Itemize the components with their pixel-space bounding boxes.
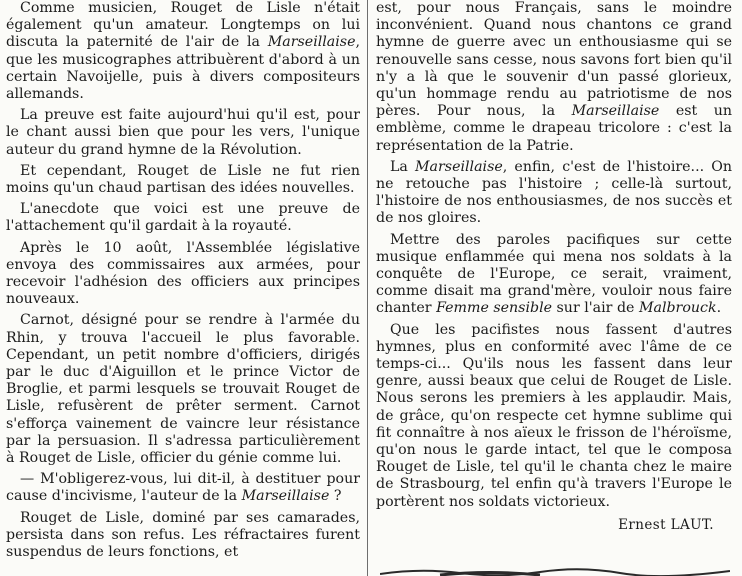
- paragraph: [376, 232, 732, 318]
- italic-title: Marseillaise: [571, 103, 660, 120]
- paragraph: [6, 107, 360, 159]
- left-column: [6, 0, 360, 576]
- paragraph-text: est, pour nous Français, sans le moindre inconvénient. Quand nous chantons ce grand hymne de guerre avec un enthousiasme qui se renouvelle sans cesse, nous savons fort bien qu'il n'y a là que le souvenir d'un passé glorieux, qu'un hommage rendu au patriotisme de nos pères. Pour nous, la: [376, 0, 732, 120]
- paragraph: [6, 471, 360, 505]
- right-column: [376, 0, 732, 576]
- paragraph-text: L'anecdote que voici est une preuve de l'attachement qu'il gardait à la royauté.: [6, 201, 360, 235]
- paragraph: [6, 240, 360, 309]
- paragraph-text: La: [390, 158, 416, 175]
- italic-title: Marseillaise: [241, 488, 330, 505]
- paragraph-text: ?: [329, 488, 342, 505]
- paragraph-text: La preuve est faite aujourd'hui qu'il est, pour le chant aussi bien que pour les vers, l'unique auteur du grand hymne de la Révolution.: [6, 107, 360, 158]
- italic-title: Marseillaise: [267, 34, 356, 51]
- paragraph-text: Que les pacifistes nous fassent d'autres hymnes, plus en conformité avec l'âme de ce temps-ci... Qu'ils nous les fassent dans leur genre, aussi beaux que celui de Rouget de Lisle. Nous serons les premiers à les applaudir. Mais, de grâce, qu'on respecte cet hymne sublime qui fit connaître à nos aïeux le frisson de l'héroïsme, qu'on nous le garde intact, tel que le composa Rouget de Lisle, tel qu'il le chanta chez le maire de Strasbourg, tel enfin qu'à travers l'Europe le portèrent nos soldats victorieux.: [376, 321, 732, 510]
- decorative-ornament: [380, 566, 730, 576]
- paragraph: [6, 201, 360, 235]
- paragraph-text: Et cependant, Rouget de Lisle ne fut rien moins qu'un chaud partisan des idées nouvelles.: [6, 162, 360, 197]
- paragraph: [6, 312, 360, 467]
- paragraph: [6, 510, 360, 562]
- paragraph-text: , que les musicographes attribuèrent d'abord à un certain Navoijelle, puis à divers compositeurs allemands.: [6, 34, 360, 103]
- paragraph-text: Comme musicien, Rouget de Lisle n'était également qu'un amateur. Longtemps on lui discuta la paternité de l'air de la: [6, 0, 360, 51]
- paragraph-text: Mettre des paroles pacifiques sur cette musique enflammée qui mena nos soldats à la conquête de l'Europe, ce serait, vraiment, comme disait ma grand'mère, vouloir nous faire chanter: [376, 231, 732, 317]
- paragraph: [376, 322, 732, 511]
- author-signature: Ernest LAUT.: [618, 516, 714, 533]
- paragraph-text: Après le 10 août, l'Assemblée législative envoya des commissaires aux armées, pour recevoir l'adhésion des officiers aux principes nouveaux.: [6, 239, 360, 308]
- italic-title: Marseillaise: [415, 158, 503, 175]
- paragraph-text: est un emblème, comme le drapeau tricolore : c'est la représentation de la Patrie.: [376, 103, 732, 154]
- italic-title: Malbrouck: [638, 300, 717, 317]
- paragraph-text: — M'obligerez-vous, lui dit-il, à destituer pour cause d'incivisme, l'auteur de la: [6, 471, 360, 505]
- paragraph-text: Rouget de Lisle, dominé par ses camarades, persista dans son refus. Les réfractaires furent suspendus de leurs fonctions, et: [6, 509, 360, 561]
- paragraph-text: .: [716, 300, 722, 317]
- italic-title: Femme sensible: [436, 300, 553, 317]
- paragraph-text: , enfin, c'est de l'histoire... On ne retouche pas l'histoire ; celle-là surtout, l'histoire de nos enthousiasmes, de nos succès et de nos gloires.: [376, 158, 732, 227]
- paragraph: [376, 159, 732, 228]
- paragraph: [6, 163, 360, 197]
- paragraph: [6, 0, 360, 103]
- paragraph-text: Carnot, désigné pour se rendre à l'armée du Rhin, y trouva l'accueil le plus favorable. Cependant, un petit nombre d'officiers, dirigés par le duc d'Aiguillon et le prince Victor de Broglie, et parmi lesquels se trouvait Rouget de Lisle, refusèrent de prêter serment. Carnot s'efforça vainement de vaincre leur résistance par la persuasion. Il s'adressa particulièrement à Rouget de Lisle, officier du génie comme lui.: [6, 312, 360, 467]
- right-paragraphs: [376, 0, 732, 511]
- column-rule: [367, 0, 368, 576]
- paragraph-text: sur l'air de: [552, 300, 639, 317]
- paragraph: [376, 0, 732, 155]
